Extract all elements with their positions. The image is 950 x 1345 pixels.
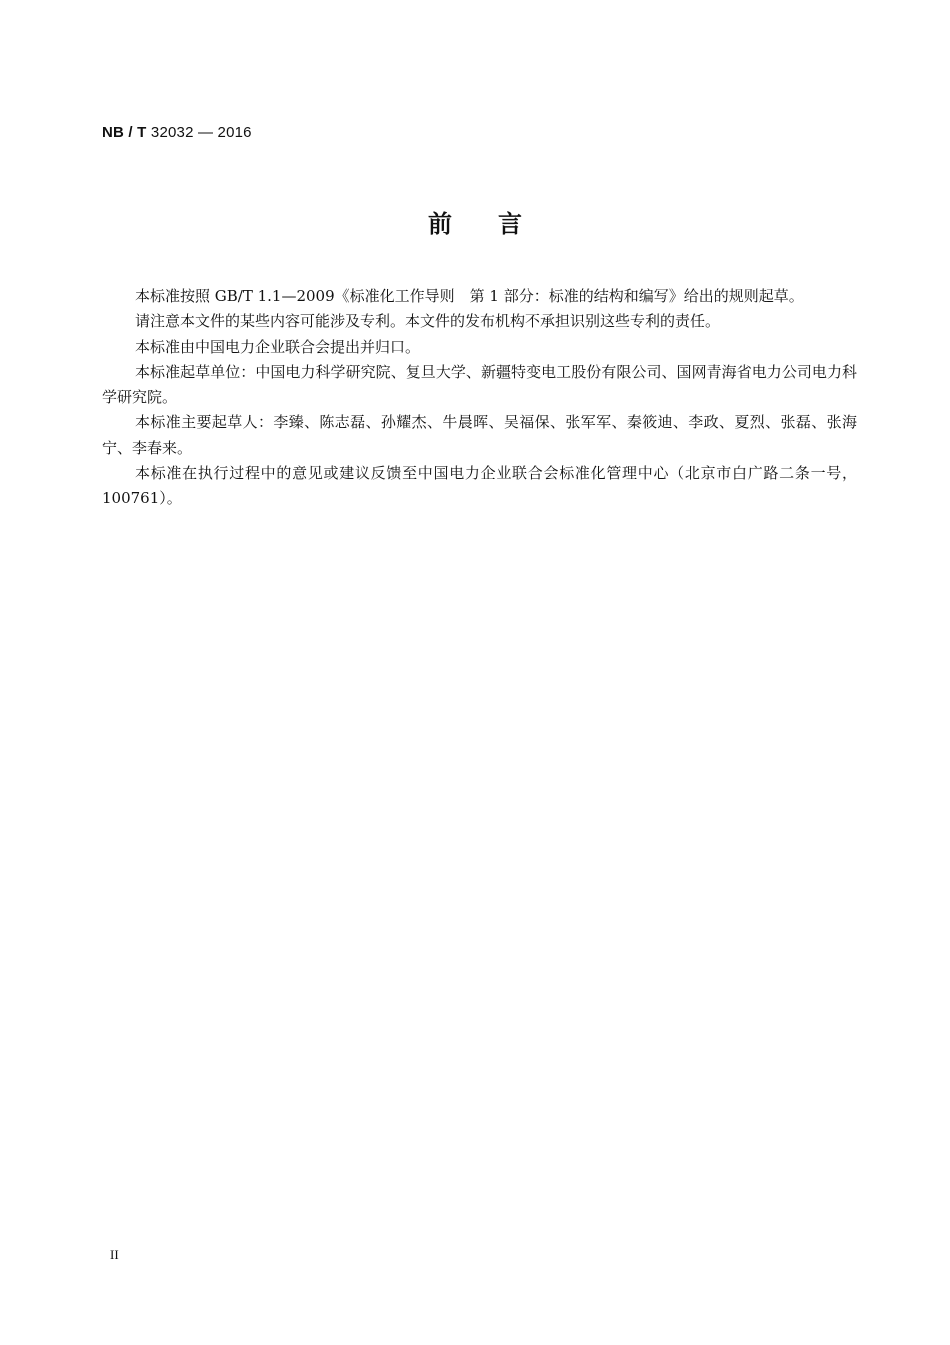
standard-number: 32032 — 2016 [146, 124, 252, 141]
standard-prefix: NB / T [102, 124, 147, 141]
paragraph-drafters: 本标准主要起草人：李臻、陈志磊、孙耀杰、牛晨晖、吴福保、张军军、秦筱迪、李政、夏烈、张磊、张海宁、李春来。 [102, 413, 857, 457]
paragraph-drafting-units: 本标准起草单位：中国电力科学研究院、复旦大学、新疆特变电工股份有限公司、国网青海省电力公司电力科学研究院。 [102, 362, 857, 407]
page-title: 前言 [428, 210, 568, 238]
paragraph-drafting-rules: 本标准按照 GB/T 1.1—2009《标准化工作导则 第 1 部分：标准的结构和编写》给出的规则起草。 [135, 287, 804, 305]
page-number: II [110, 1247, 119, 1262]
paragraph-feedback: 本标准在执行过程中的意见或建议反馈至中国电力企业联合会标准化管理中心（北京市白广路二条一号，100761）。 [102, 464, 857, 508]
foreword-body [102, 284, 857, 512]
paragraph-patent-notice: 请注意本文件的某些内容可能涉及专利。本文件的发布机构不承担识别这些专利的责任。 [135, 312, 721, 331]
paragraph-proposer: 本标准由中国电力企业联合会提出并归口。 [135, 337, 421, 356]
standard-code [102, 124, 252, 141]
